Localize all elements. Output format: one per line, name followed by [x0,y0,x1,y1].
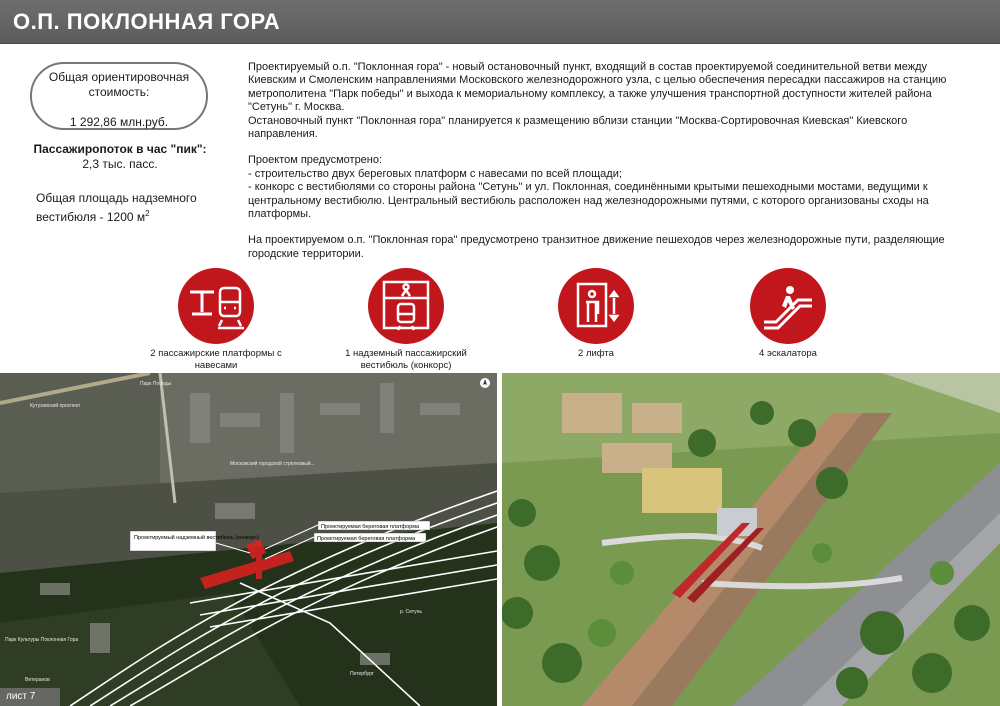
feature-caption-elevators: 2 лифта [578,348,614,359]
page-title: О.П. ПОКЛОННАЯ ГОРА [13,9,281,34]
concourse-train-icon [368,268,444,344]
map-label-setun: р. Сетунь [400,609,422,615]
map-label-moscow-city: Московский городской стрелковый... [230,461,315,467]
cost-value: 1 292,86 млн.руб. [69,115,169,129]
map-label-vestibule: Проектируемый надземный вестибюль (конкорс) [134,535,260,541]
platform-train-icon [178,268,254,344]
peak-label: Пассажиропоток в час "пик": [33,142,207,156]
cost-box [30,62,208,130]
header-bar [0,0,1000,44]
desc-paragraph-5: - конкорс с вестибюлями со стороны района "Сетунь" и ул. Поклонная, соединёнными крытыми пешеходными мостами, ведущими к центральному вестибюлю. Центральный вестибюль расположен над железнодорожными путями, с которого организованы сходы на платформы. [248,181,929,221]
desc-paragraph-3: Проектом предусмотрено: [248,154,383,167]
station-render [502,373,1000,706]
peak-flow [30,142,210,172]
map-label-veterans: Ветеранов [25,677,50,683]
desc-paragraph-4: - строительство двух береговых платформ с навесами по всей площади; [248,167,622,180]
area-text: Общая площадь надземного вестибюля - 1200 м [36,191,197,224]
area-info [36,191,216,225]
description [248,61,970,261]
feature-caption-concourse: 1 надземный пассажирский вестибюль (конкорс) [345,348,467,371]
feature-caption-platforms: 2 пассажирские платформы с навесами [150,348,282,371]
compass-icon [480,378,490,388]
map-label-park: Парк Победы [140,381,172,387]
area-sup: 2 [145,209,150,218]
map-label-kutuzov: Кутузовский проспект [30,403,81,409]
map-label-petersburg: Петербург [350,671,374,677]
map-label-victory: Парк Культуры Поклонная Гора [5,637,79,643]
desc-paragraph-2: Остановочный пункт "Поклонная гора" планируется к размещению вблизи станции "Москва-Сортировочная Киевская" Киевского направления. [248,114,908,141]
satellite-map [0,373,497,706]
map-label-platform-2: Проектируемая береговая платформа [317,536,416,542]
desc-paragraph-1: Проектируемый о.п. "Поклонная гора" - новый остановочный пункт, входящий в состав проектируемой соединительной ветви между Киевским и Смоленским направлениями Московского железнодорожного узла, с целью обеспечения пересадки пассажиров на станцию метрополитена "Парк победы" и выхода к мемориальному комплексу, а также улучшения транспортной доступности жителей района "Сетунь" г. Москва. [248,61,947,114]
map-label-platform-1: Проектируемая береговая платформа [321,524,420,530]
feature-caption-escalators: 4 эскалатора [759,348,817,359]
desc-paragraph-6: На проектируемом о.п. "Поклонная гора" предусмотрено транзитное движение пешеходов через железнодорожные пути, разделяющие городские территории. [248,234,945,260]
elevator-icon [558,268,634,344]
escalator-icon [750,268,826,344]
sheet-number: лист 7 [0,688,60,706]
cost-label: Общая ориентировочная стоимость: [48,70,190,99]
peak-value: 2,3 тыс. пасс. [82,157,158,171]
